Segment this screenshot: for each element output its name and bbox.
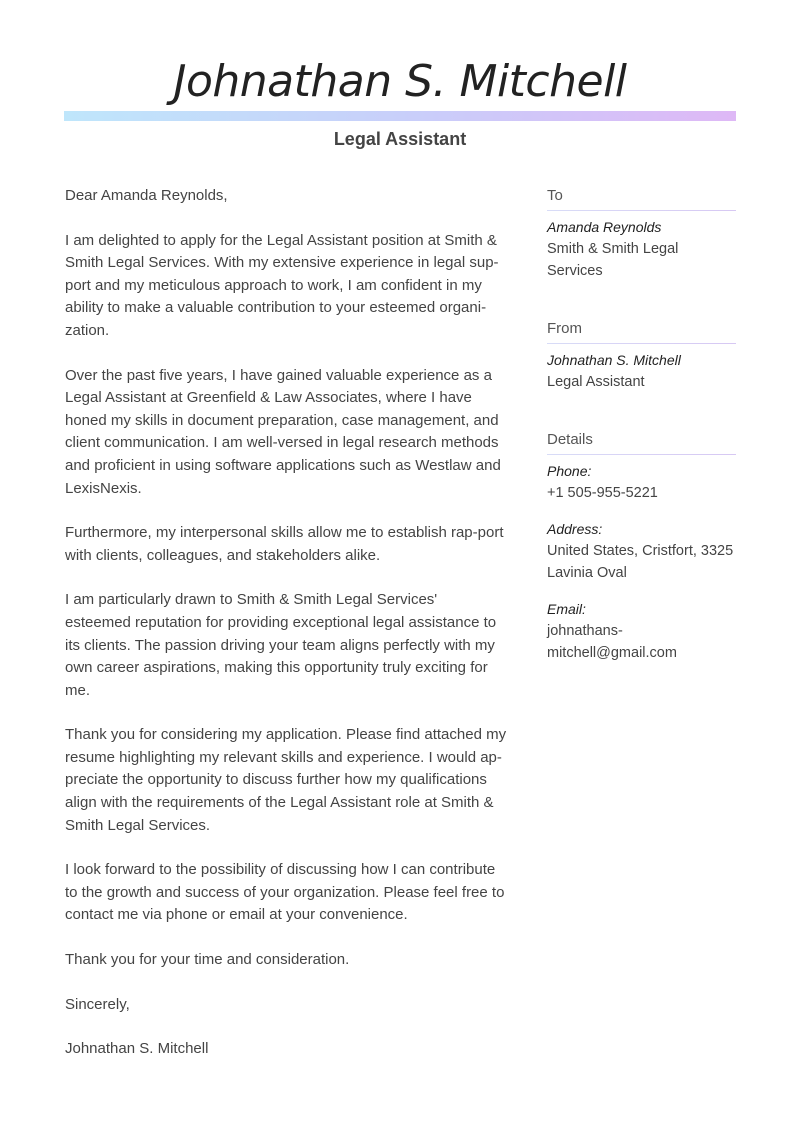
details-section xyxy=(547,429,736,664)
letter-paragraph: I look forward to the possibility of discussing how I can contribute to the growth and success of your organization. Please feel free to contact me via phone or email at your convenience. xyxy=(65,861,505,924)
letter-closing: Sincerely, xyxy=(65,995,130,1013)
sender-role: Legal Assistant xyxy=(547,374,645,390)
details-heading: Details xyxy=(547,429,736,455)
letter-paragraph: Thank you for considering my application. Please find attached my resume highlighting my relevant skills and experience. I would ap-preciate the opportunity to discuss further how my qualifications align with the requirements of the Legal Assistant role at Smith & Smith Legal Services. xyxy=(65,726,507,834)
to-heading: To xyxy=(547,185,736,211)
applicant-name: Johnathan S. Mitchell xyxy=(173,56,627,107)
address-value: United States, Cristfort, 3325 Lavinia Oval xyxy=(547,543,734,581)
sender-name: Johnathan S. Mitchell xyxy=(547,352,681,368)
letter-paragraph: Over the past five years, I have gained valuable experience as a Legal Assistant at Greenfield & Law Associates, where I have honed my skills in document preparation, case management, and client communication. I am well-versed in legal research methods and proficient in using software applications such as Westlaw and LexisNexis. xyxy=(65,366,501,497)
email-block xyxy=(547,598,736,664)
recipient-name: Amanda Reynolds xyxy=(547,219,662,235)
address-label: Address: xyxy=(547,521,603,537)
letter-paragraph: Thank you for your time and consideration. xyxy=(65,951,350,969)
letter-paragraph: I am particularly drawn to Smith & Smith Legal Services' esteemed reputation for providing exceptional legal assistance to its clients. The passion driving your team aligns perfectly with my own career aspirations, making this opportunity truly exciting for me. xyxy=(65,591,497,699)
recipient-company: Smith & Smith Legal Services xyxy=(547,241,679,279)
to-section xyxy=(547,185,736,282)
header-accent-bar xyxy=(64,111,736,121)
phone-label: Phone: xyxy=(547,463,592,479)
letter-paragraph: Furthermore, my interpersonal skills allow me to establish rap-port with clients, colleagues, and stakeholders alike. xyxy=(65,524,504,564)
job-title: Legal Assistant xyxy=(333,129,467,149)
email-label: Email: xyxy=(547,601,586,617)
letter-body xyxy=(65,185,507,1083)
letter-paragraph: I am delighted to apply for the Legal Assistant position at Smith & Smith Legal Services. With my extensive experience in legal sup-port and my meticulous approach to work, I am confident in my ability to make a valuable contribution to your esteemed organi-zation. xyxy=(65,231,499,339)
phone-value: +1 505-955-5221 xyxy=(547,485,658,501)
email-value: johnathans-mitchell@gmail.com xyxy=(547,623,677,661)
address-block xyxy=(547,518,736,584)
from-section xyxy=(547,318,736,393)
from-heading: From xyxy=(547,318,736,344)
sidebar xyxy=(547,185,736,700)
phone-block xyxy=(547,460,736,504)
letter-signature: Johnathan S. Mitchell xyxy=(65,1040,209,1058)
letter-greeting: Dear Amanda Reynolds, xyxy=(65,187,228,204)
